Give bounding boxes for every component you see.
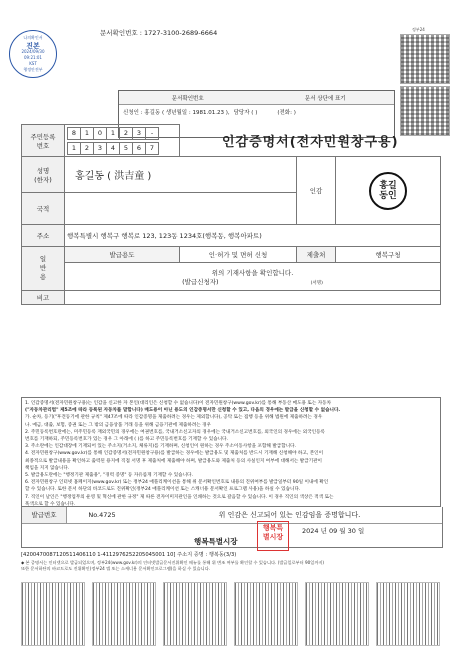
name-value: 홍길동 ( 洪吉童 ) xyxy=(65,157,297,193)
usage-side-label: 일 반 용 xyxy=(22,247,65,291)
seal-top: 나의확인서 xyxy=(23,35,43,40)
name-label: 성명 (한자) xyxy=(22,157,65,193)
reg-digit-bottom-0: 1 xyxy=(67,142,81,155)
addr-label: 주소 xyxy=(22,225,65,247)
seal-date: 2024/09/30 xyxy=(21,49,45,54)
confirm-header-2: 문서 상단에 표기 xyxy=(304,95,346,102)
page-title: 인감증명서(전자민원창구용) xyxy=(221,134,399,150)
confirm-purpose: 담당자 ( ) xyxy=(233,109,258,116)
reg-digit-bottom-4: 5 xyxy=(119,142,133,155)
note-line: 가. 순차, 등기("후견등기에 관한 규칙" 제47조에 따라 인감증명을 제출하려는 경우는 제외합니다), 공탁 또는 집행 등을 위해 법원에 제출하려는 경우 xyxy=(25,415,323,421)
reg-digit-bottom-6: 7 xyxy=(145,142,159,155)
reg-bottom-row xyxy=(67,142,177,155)
footer-section xyxy=(21,507,443,548)
barcode-4 xyxy=(234,582,298,646)
confirm-seal-label: (서명) xyxy=(310,280,323,286)
note-line: 6. 전자민원창구 인터넷 홈페이지(www.gov.kr) 또는 정부24 애플리케이션을 통해 위 문서확인번호로 내용의 진위여부를 발급일부터 90일 이내에 확인 xyxy=(25,480,329,486)
personal-seal: 홍길 동인 xyxy=(369,172,407,210)
reg-digit-top-6: - xyxy=(145,127,159,140)
remarks-value xyxy=(65,291,441,305)
issue-date: 2024 년 09 월 30 일 xyxy=(302,527,365,535)
confirm-text: 위의 기재사항을 확인합니다. xyxy=(211,268,294,277)
addr-value: 행복특별시 행복구 행복로 123, 123동 1234호(행복동, 행복아파트) xyxy=(65,225,441,247)
reg-digit-bottom-5: 6 xyxy=(132,142,146,155)
seal-cell xyxy=(336,157,441,225)
confirm-sign-label: (발급신청자) xyxy=(182,277,219,286)
note-line: 2. 주민등록번호란에는, 미주민등록 재외국민의 경우에는 여권번호를, 국내거소신고자의 경우에는 국내거소신고번호를, 외국인의 경우에는 외국인등록 xyxy=(25,429,325,435)
note-line: 5. 발급용도란에는 "행정기관 제출용", "경력 증명" 등 자유롭게 기재할 수 있습니다. xyxy=(25,473,193,479)
bottom-note-2: 또한 문서하단의 바코드로도 진위확인(정부24 앱 또는 스캐너용 문서확인프로그램)을 하실 수 있습니다. xyxy=(21,566,211,571)
barcode-1 xyxy=(21,582,85,646)
reg-digit-top-5: 3 xyxy=(132,127,146,140)
reg-digit-bottom-3: 4 xyxy=(106,142,120,155)
barcode-2 xyxy=(92,582,156,646)
reg-top-row xyxy=(67,127,177,140)
main-form xyxy=(21,124,441,305)
note-line: 책임을 지지 않습니다. xyxy=(25,465,70,471)
note-line: 1. 인감증명서(전자민원창구용)는 인감을 신고한 자 본인(대리인은 신청할 수 없습니다)이 전자민원창구(www.gov.kr)를 통해 부동산 매도용 또는 자동차 xyxy=(25,401,332,406)
confirm-cell xyxy=(65,263,441,291)
qr-label: 정부24 xyxy=(412,27,425,32)
issue-no-label: 발급번호 xyxy=(22,507,67,523)
notes-section xyxy=(21,397,441,507)
usage-h3: 제출처 xyxy=(297,247,336,263)
barcode-6 xyxy=(376,582,440,646)
document-number: 문서확인번호 : 1727-3100-2689-6664 xyxy=(100,29,218,37)
reg-digit-bottom-2: 3 xyxy=(93,142,107,155)
seal-time: 09:21:01 xyxy=(24,55,42,60)
usage-h2: 인·허가 및 면허 신청 xyxy=(180,247,297,263)
issue-no-value: No.4725 xyxy=(88,511,116,519)
barcode-3 xyxy=(163,582,227,646)
remarks-label: 비고 xyxy=(22,291,65,305)
nation-label: 국적 xyxy=(22,193,65,225)
usage-h4: 행복구청 xyxy=(336,247,441,263)
seal-bottom: 행정안전부 xyxy=(23,67,43,72)
confirm-applicant: 신청인 : 홍길동 ( 생년월일 : 1981.01.23 ), xyxy=(123,109,230,116)
note-line: ("자동차관리법" 제5조에 따라 등록된 자동차를 말합니다) 매도용이 아닌 용도의 인감증명서만 신청할 수 있고, 다음의 경우에는 발급을 신청할 수 없습니다. xyxy=(25,408,341,414)
bottom-note xyxy=(21,560,324,572)
verification-seal xyxy=(9,30,57,78)
note-line: 최종적으로 발급내용을 확인하고 출력된 용지에 직접 서명 후 제출처에 제출해야 하며, 발급용도와 제출처 등의 사실인지 여부에 대해서는 발급기관이 xyxy=(25,458,322,464)
reg-number-cell xyxy=(65,125,180,157)
title-cell xyxy=(180,125,441,157)
confirm-contact: (전화: ) xyxy=(277,109,296,116)
note-line: 할 수 있습니다. 또한 문서 하단의 바코드로도 진위확인(정부24 애플리케이션 또는 스캐너용 문서확인 프로그램 사용)을 하실 수 있습니다. xyxy=(25,487,301,493)
note-line: 7. 직인이 날인은 "행정업무의 운영 및 혁신에 관한 규정" 제 따른 전자이미지관인을 인쇄하는 것으로 갈음할 수 있습니다. 이 경우 직인의 색상은 적색 또는 xyxy=(25,494,334,500)
reg-digit-top-4: 2 xyxy=(119,127,133,140)
certify-statement: 위 인감은 신고되어 있는 인감임을 증명합니다. xyxy=(218,511,361,519)
nation-value xyxy=(65,193,297,225)
reg-label: 주민등록 번호 xyxy=(22,125,65,157)
seal-label: 인감 xyxy=(297,157,336,225)
reg-digit-top-0: 8 xyxy=(67,127,81,140)
bottom-note-1: ◆ 본 증명서는 인터넷으로 발급되었으며, 정부24(www.gov.kr)의 인터넷발급문서진위확인 메뉴를 통해 위 변조 여부를 확인할 수 있습니다. (발급일로부터 90일까지) xyxy=(21,560,325,565)
reg-digit-top-1: 1 xyxy=(80,127,94,140)
official-stamp: 행복특 별시장 xyxy=(257,521,289,551)
note-line: 흑색으로 할 수 있습니다. xyxy=(25,501,76,507)
usage-h1: 발급용도 xyxy=(65,247,180,263)
seal-kst: KST xyxy=(29,61,37,66)
issuer-name: 행복특별시장 xyxy=(194,537,238,546)
confirm-sign xyxy=(67,277,438,286)
barcode-text: [4200470087120511406110 1-4112976252205045001 10] 주소지 증명 : 행복동(3/3) xyxy=(21,552,237,558)
qr-code-1 xyxy=(400,34,450,84)
reg-digit-top-2: 0 xyxy=(93,127,107,140)
note-line: 번호를 기재하되, 주민등록번호가 있는 경우 그 아래에 ( )를 하고 주민등록번호를 기재할 수 있습니다. xyxy=(25,437,228,443)
note-line: 3. 주소란에는 인감대장에 기재되어 있는 주소지(거소지, 체류지)를 기재하며, 신청인이 원하는 경우 주소이동사항을 포함해 발급합니다. xyxy=(25,444,296,450)
barcode-5 xyxy=(305,582,369,646)
reg-digit-top-3: 1 xyxy=(106,127,120,140)
seal-main: 진본 xyxy=(26,42,40,50)
confirm-header-1: 문서확인번호 xyxy=(171,95,204,102)
note-line: 나. 예금, 대출, 보험, 증권 또는 그 밖의 금융상품 거래 등을 위해 금융기관에 제출하려는 경우 xyxy=(25,422,212,428)
note-line: 4. 전자민원창구(www.gov.kr)를 통해 인감증명서(전자민원창구용)를 발급하는 경우에는 발급용도 및 제출처를 반드시 기재해 신청해야 하고, 본인이 xyxy=(25,451,324,457)
reg-digit-bottom-1: 2 xyxy=(80,142,94,155)
